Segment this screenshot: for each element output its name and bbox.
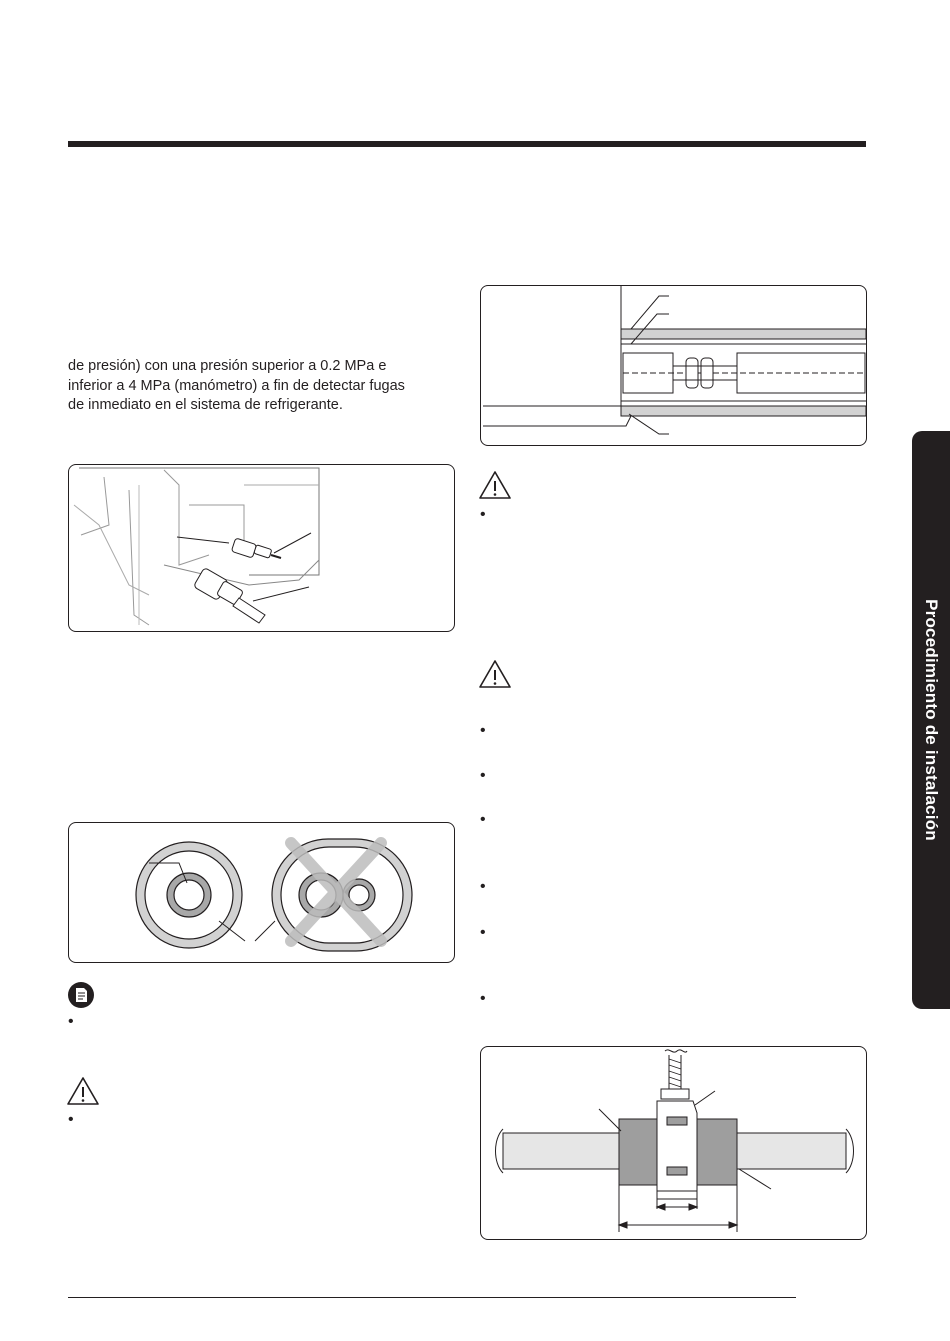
pipe-hanger-figure [480,1046,867,1240]
bullet-icon [480,816,488,824]
insulation-cross-section-drawing [69,823,454,962]
header-rule [68,141,866,147]
pipe-hanger-drawing [481,1047,866,1239]
bullet-icon [480,727,488,735]
warning-triangle-icon [478,659,512,689]
bullet-icon [480,883,488,891]
bullet-icon [68,1116,76,1124]
valve-connection-drawing [69,465,454,631]
insulation-cross-section-figure [68,822,455,963]
warning-triangle-icon [66,1076,100,1106]
bullet-icon [480,929,488,937]
pipe-joint-figure [480,285,867,446]
note-icon [66,980,100,1010]
paragraph-line: de inmediato en el sistema de refrigerante. [68,397,343,413]
valve-connection-figure [68,464,455,632]
bullet-icon [480,772,488,780]
bullet-icon [480,995,488,1003]
side-tab-label: Procedimiento de instalación [922,599,941,841]
bullet-icon [480,511,488,519]
pipe-joint-drawing [481,286,866,445]
paragraph-line: inferior a 4 MPa (manómetro) a fin de detectar fugas [68,377,405,394]
footer-rule [68,1297,796,1298]
paragraph-line: de presión) con una presión superior a 0.2 MPa e [68,358,387,374]
warning-triangle-icon [478,470,512,500]
bullet-icon [68,1018,76,1026]
section-side-tab [912,431,950,1009]
pressure-test-paragraph [68,357,438,416]
